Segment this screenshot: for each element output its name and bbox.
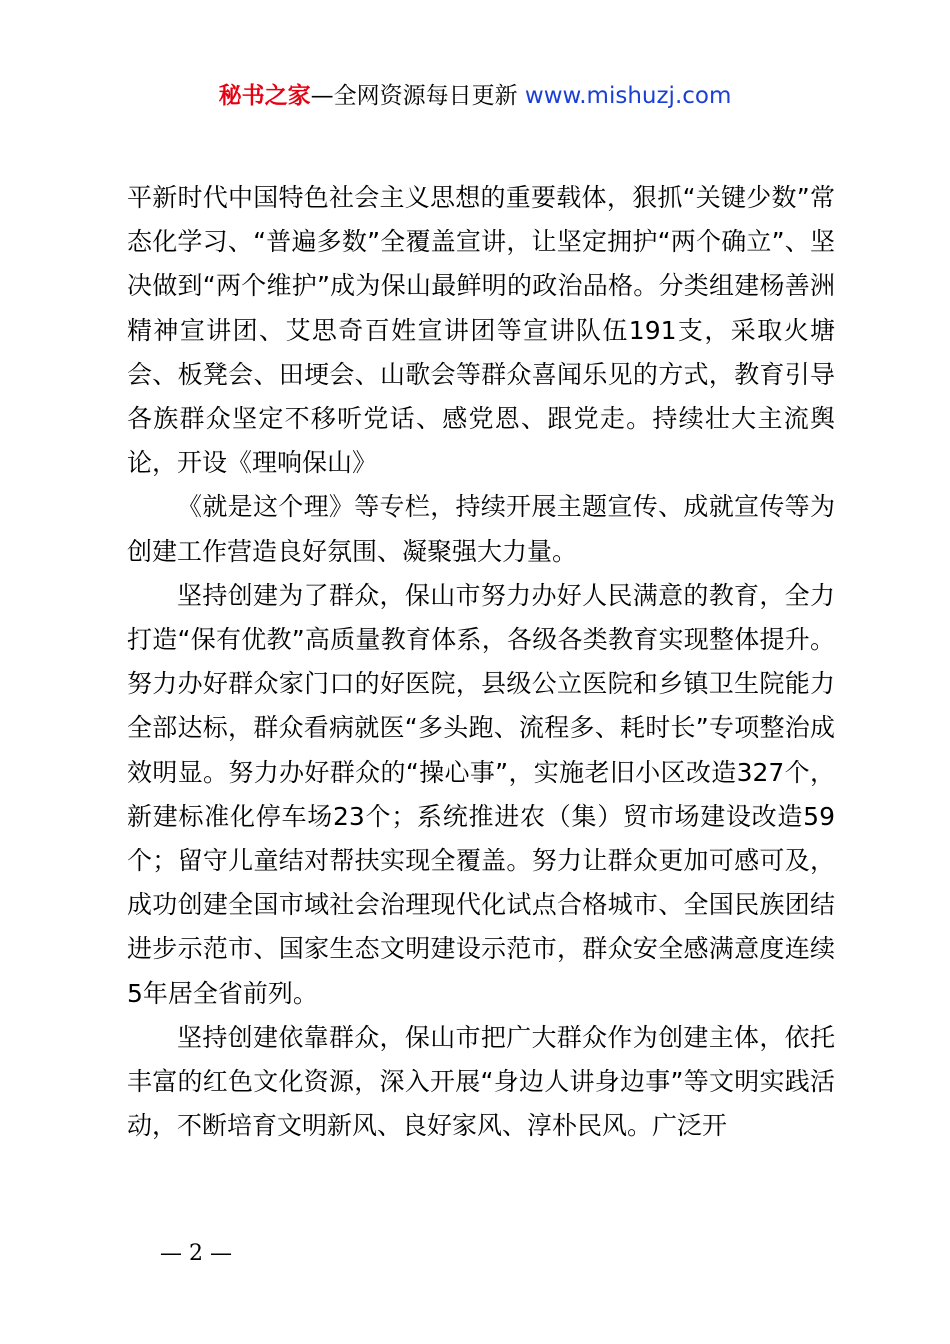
paragraph: 平新时代中国特色社会主义思想的重要载体，狠抓“关键少数”常态化学习、“普遍多数”全覆盖宣讲，让坚定拥护“两个确立”、坚决做到“两个维护”成为保山最鲜明的政治品格。分类组建杨善洲精神宣讲团、艾思奇百姓宣讲团等宣讲队伍191支，采取火塘会、板凳会、田埂会、山歌会等群众喜闻乐见的方式，教育引导各族群众坚定不移听党话、感党恩、跟党走。持续壮大主流舆论，开设《理响保山》 [127, 183, 835, 478]
paragraph: 坚持创建依靠群众，保山市把广大群众作为创建主体，依托丰富的红色文化资源，深入开展“身边人讲身边事”等文明实践活动，不断培育文明新风、良好家风、淳朴民风。广泛开 [127, 1022, 835, 1141]
site-url-link[interactable]: www.mishuzj.com [524, 83, 732, 109]
site-brand: 秘书之家 [218, 83, 311, 109]
site-tagline: —全网资源每日更新 [310, 83, 518, 109]
document-body [127, 176, 835, 1148]
paragraph: 《就是这个理》等专栏，持续开展主题宣传、成就宣传等为创建工作营造良好氛围、凝聚强大力量。 [127, 492, 835, 566]
paragraph: 坚持创建为了群众，保山市努力办好人民满意的教育，全力打造“保有优教”高质量教育体系，各级各类教育实现整体提升。努力办好群众家门口的好医院，县级公立医院和乡镇卫生院能力全部达标，群众看病就医“多头跑、流程多、耗时长”专项整治成效明显。努力办好群众的“操心事”，实施老旧小区改造327个，新建标准化停车场23个；系统推进农（集）贸市场建设改造59个；留守儿童结对帮扶实现全覆盖。努力让群众更加可感可及，成功创建全国市域社会治理现代化试点合格城市、全国民族团结进步示范市、国家生态文明建设示范市，群众安全感满意度连续5年居全省前列。 [127, 580, 835, 1008]
page-number: — 2 — [160, 1241, 232, 1266]
site-banner [0, 80, 950, 112]
